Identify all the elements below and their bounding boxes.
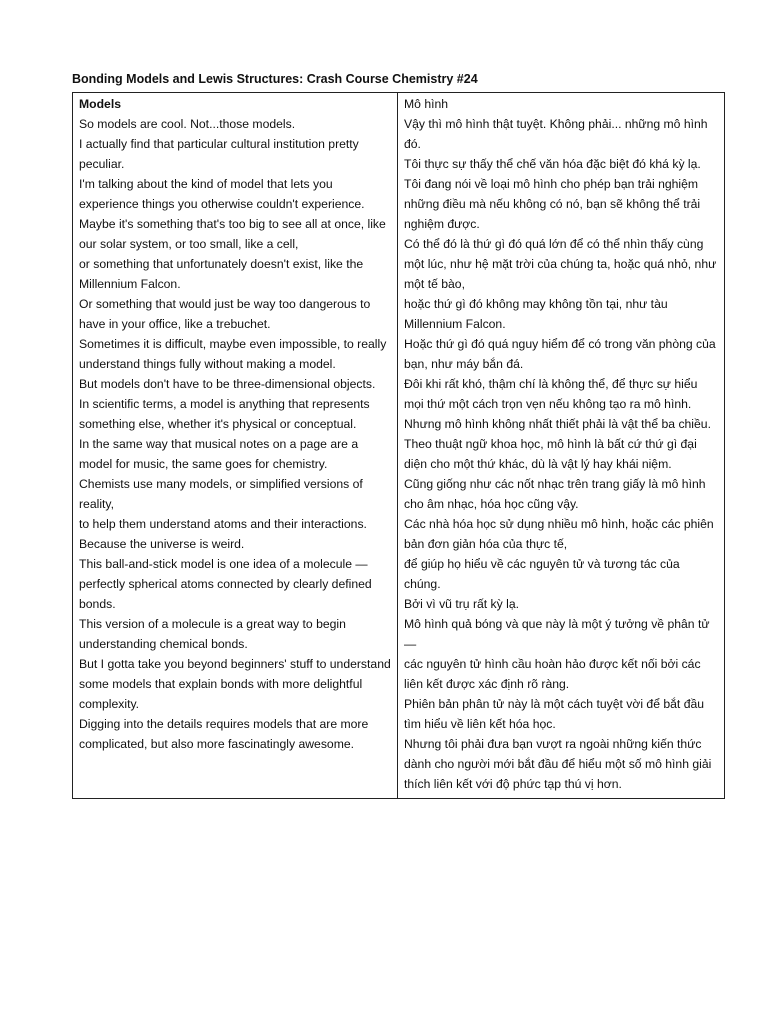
vietnamese-line: Bởi vì vũ trụ rất kỳ lạ. — [404, 597, 520, 611]
vietnamese-line: Phiên bản phân tử này là một cách tuyệt vời để bắt đầu tìm hiểu về liên kết hóa học. — [404, 697, 705, 731]
english-line: I actually find that particular cultural institution pretty peculiar. — [79, 137, 359, 171]
vietnamese-lines — [404, 114, 718, 794]
vietnamese-line: Tôi đang nói về loại mô hình cho phép bạn trải nghiệm những điều mà nếu không có nó, bạn sẽ không thể trải nghiệm được. — [404, 177, 701, 231]
bilingual-transcript-table — [72, 92, 725, 799]
vietnamese-line: Nhưng tôi phải đưa bạn vượt ra ngoài những kiến thức dành cho người mới bắt đầu để hiểu một số mô hình giải thích liên kết với độ phức tạp thú vị hơn. — [404, 737, 712, 791]
english-line: to help them understand atoms and their interactions. — [79, 517, 367, 531]
english-line: In the same way that musical notes on a page are a model for music, the same goes for chemistry. — [79, 437, 359, 471]
document-title: Bonding Models and Lewis Structures: Crash Course Chemistry #24 — [72, 72, 478, 86]
vietnamese-line: các nguyên tử hình cầu hoàn hảo được kết nối bởi các liên kết được xác định rõ ràng. — [404, 657, 701, 691]
vietnamese-line: Mô hình quả bóng và que này là một ý tưởng về phân tử — — [404, 617, 710, 651]
english-line: Digging into the details requires models that are more complicated, but also more fascinatingly awesome. — [79, 717, 369, 751]
vietnamese-line: Cũng giống như các nốt nhạc trên trang giấy là mô hình cho âm nhạc, hóa học cũng vậy. — [404, 477, 706, 511]
english-column — [73, 93, 398, 799]
vietnamese-line: Hoặc thứ gì đó quá nguy hiểm để có trong văn phòng của bạn, như máy bắn đá. — [404, 337, 716, 371]
vietnamese-line: Theo thuật ngữ khoa học, mô hình là bất cứ thứ gì đại diện cho một thứ khác, dù là vật lý hay khái niệm. — [404, 437, 697, 471]
vietnamese-line: Đôi khi rất khó, thậm chí là không thể, để thực sự hiểu mọi thứ một cách trọn vẹn nếu không tạo ra mô hình. — [404, 377, 698, 411]
english-line: I'm talking about the kind of model that lets you experience things you otherwise couldn't experience. — [79, 177, 365, 211]
english-line: In scientific terms, a model is anything that represents something else, whether it's physical or conceptual. — [79, 397, 370, 431]
english-line: But models don't have to be three-dimensional objects. — [79, 377, 376, 391]
english-line: Maybe it's something that's too big to see all at once, like our solar system, or too small, like a cell, — [79, 217, 386, 251]
english-line: perfectly spherical atoms connected by clearly defined bonds. — [79, 577, 372, 611]
vietnamese-line: Các nhà hóa học sử dụng nhiều mô hình, hoặc các phiên bản đơn giản hóa của thực tế, — [404, 517, 714, 551]
vietnamese-line: Tôi thực sự thấy thể chế văn hóa đặc biệt đó khá kỳ lạ. — [404, 157, 701, 171]
vietnamese-heading: Mô hình — [404, 97, 449, 111]
vietnamese-column — [398, 93, 725, 799]
english-line: Because the universe is weird. — [79, 537, 245, 551]
english-line: Chemists use many models, or simplified versions of reality, — [79, 477, 363, 511]
english-line: Sometimes it is difficult, maybe even impossible, to really understand things fully without making a model. — [79, 337, 387, 371]
english-line: But I gotta take you beyond beginners' stuff to understand some models that explain bonds with more delightful complexity. — [79, 657, 391, 711]
table-row — [73, 93, 725, 799]
vietnamese-line: để giúp họ hiểu về các nguyên tử và tương tác của chúng. — [404, 557, 680, 591]
english-lines — [79, 114, 391, 754]
english-line: This ball-and-stick model is one idea of a molecule — — [79, 557, 368, 571]
english-line: This version of a molecule is a great way to begin understanding chemical bonds. — [79, 617, 346, 651]
vietnamese-line: Nhưng mô hình không nhất thiết phải là vật thể ba chiều. — [404, 417, 711, 431]
english-line: or something that unfortunately doesn't exist, like the Millennium Falcon. — [79, 257, 364, 291]
vietnamese-line: Vậy thì mô hình thật tuyệt. Không phải... những mô hình đó. — [404, 117, 708, 151]
english-line: So models are cool. Not...those models. — [79, 117, 296, 131]
vietnamese-line: hoặc thứ gì đó không may không tồn tại, như tàu Millennium Falcon. — [404, 297, 668, 331]
vietnamese-line: Có thể đó là thứ gì đó quá lớn để có thể nhìn thấy cùng một lúc, như hệ mặt trời của chúng ta, hoặc quá nhỏ, như một tế bào, — [404, 237, 717, 291]
english-line: Or something that would just be way too dangerous to have in your office, like a trebuchet. — [79, 297, 371, 331]
english-heading: Models — [79, 97, 121, 111]
